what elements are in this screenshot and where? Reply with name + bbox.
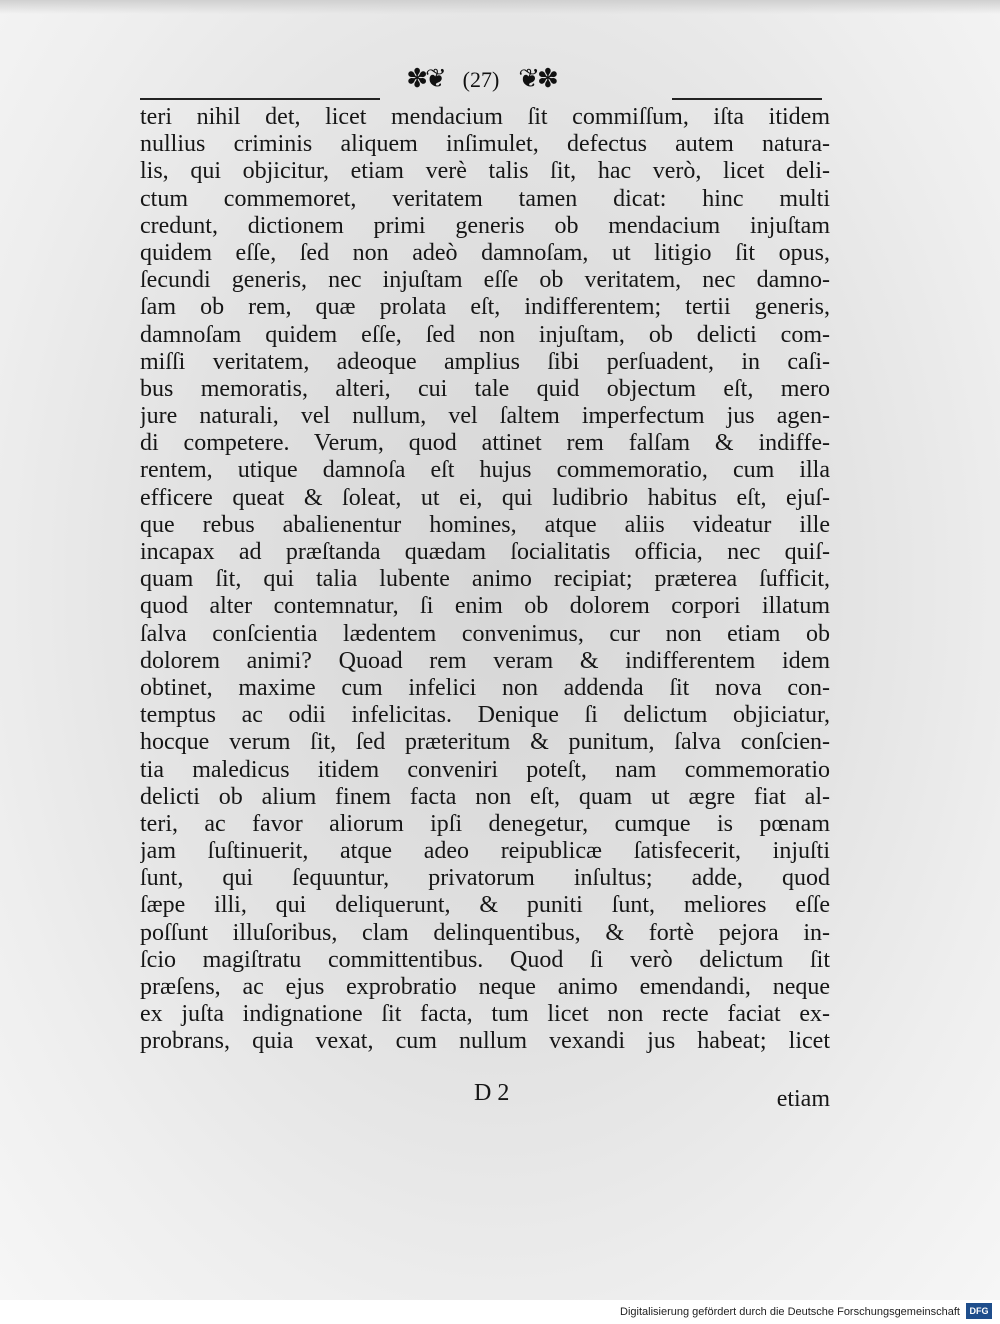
page-number: (27) xyxy=(462,67,500,92)
digitization-credit-bar xyxy=(0,1300,1000,1324)
text-line: miſſi veritatem, adeoque amplius ſibi perſuadent, in caſi- xyxy=(140,348,830,375)
text-line: probrans, quia vexat, cum nullum vexandi jus habeat; licet xyxy=(140,1028,830,1055)
text-line: delicti ob alium finem facta non eſt, quam ut ægre fiat al- xyxy=(140,783,830,810)
text-line: teri nihil det, licet mendacium ſit commiſſum, iſta itidem xyxy=(140,104,830,130)
text-line: credunt, dictionem primi generis ob mendacium injuſtam xyxy=(140,212,830,239)
header-rule-left xyxy=(140,98,380,100)
text-line: quod alter contemnatur, ſi enim ob dolorem corpori illatum xyxy=(140,593,830,620)
running-header xyxy=(0,60,1000,100)
text-line: lis, qui objicitur, etiam verè talis ſit, hac verò, licet deli- xyxy=(140,158,830,185)
text-line: ſam ob rem, quæ prolata eſt, indifferentem; tertii generis, xyxy=(140,294,830,321)
text-line: tia maledicus itidem conveniri poteſt, nam commemoratio xyxy=(140,756,830,783)
text-line: poſſunt illuſoribus, clam delinquentibus, & fortè pejora in- xyxy=(140,919,830,946)
body-text xyxy=(140,104,830,1056)
text-line: dolorem animi? Quoad rem veram & indifferentem idem xyxy=(140,647,830,674)
header-rule-right xyxy=(672,98,822,100)
text-line: ſunt, qui ſequuntur, privatorum inſultus; adde, quod xyxy=(140,865,830,892)
text-line: quam ſit, qui talia lubente animo recipiat; præterea ſufficit, xyxy=(140,566,830,593)
credit-text: Digitalisierung gefördert durch die Deutsche Forschungsgemeinschaft xyxy=(620,1306,960,1318)
text-line: ex juſta indignatione ſit facta, tum licet non recte faciat ex- xyxy=(140,1001,830,1028)
text-line: temptus ac odii infelicitas. Denique ſi delictum objiciatur, xyxy=(140,702,830,729)
text-line: damnoſam quidem eſſe, ſed non injuſtam, ob delicti com- xyxy=(140,321,830,348)
text-line: quidem eſſe, ſed non adeò damnoſam, ut litigio ſit opus, xyxy=(140,239,830,266)
text-line: ſalva conſcientia lædentem convenimus, cur non etiam ob xyxy=(140,620,830,647)
text-line: jam ſuſtinuerit, atque adeo reipublicæ ſatisfecerit, injuſti xyxy=(140,838,830,865)
ornament-right-icon: ❦✽ xyxy=(518,64,556,94)
text-line: incapax ad præſtanda quædam ſocialitatis officia, nec quiſ- xyxy=(140,539,830,565)
signature-mark: D 2 xyxy=(474,1080,510,1106)
text-line: obtinet, maxime cum infelici non addenda ſit nova con- xyxy=(140,674,830,701)
text-line: bus memoratis, alteri, cui tale quid objectum eſt, mero xyxy=(140,375,830,402)
text-line: ctum commemoret, veritatem tamen dicat: hinc multi xyxy=(140,185,830,212)
dfg-logo-icon: DFG xyxy=(966,1303,992,1319)
page-edge-shadow xyxy=(0,0,1000,14)
text-line: efficere queat & ſoleat, ut ei, qui ludibrio habitus eſt, ejuſ- xyxy=(140,484,830,511)
page-footer xyxy=(140,1080,830,1110)
text-line: hocque verum ſit, ſed præteritum & punitum, ſalva conſcien- xyxy=(140,729,830,756)
text-line: ſcio magiſtratu committentibus. Quod ſi verò delictum ſit xyxy=(140,946,830,973)
text-line: teri, ac favor aliorum ipſi denegetur, cumque is pœnam xyxy=(140,810,830,837)
text-line: di competere. Verum, quod attinet rem falſam & indiffe- xyxy=(140,430,830,457)
catchword: etiam xyxy=(776,1086,830,1112)
ornament-left-icon: ✽❦ xyxy=(406,64,444,94)
text-line: nullius criminis aliquem inſimulet, defectus autem natura- xyxy=(140,131,830,158)
text-line: ſæpe illi, qui deliquerunt, & puniti ſunt, meliores eſſe xyxy=(140,892,830,919)
text-line: rentem, utique damnoſa eſt hujus commemoratio, cum illa xyxy=(140,457,830,484)
text-line: jure naturali, vel nullum, vel ſaltem imperfectum jus agen- xyxy=(140,403,830,430)
text-line: præſens, ac ejus exprobratio neque animo emendandi, neque xyxy=(140,974,830,1000)
text-line: ſecundi generis, nec injuſtam eſſe ob veritatem, nec damno- xyxy=(140,267,830,294)
text-line: que rebus abalienentur homines, atque aliis videatur ille xyxy=(140,511,830,538)
